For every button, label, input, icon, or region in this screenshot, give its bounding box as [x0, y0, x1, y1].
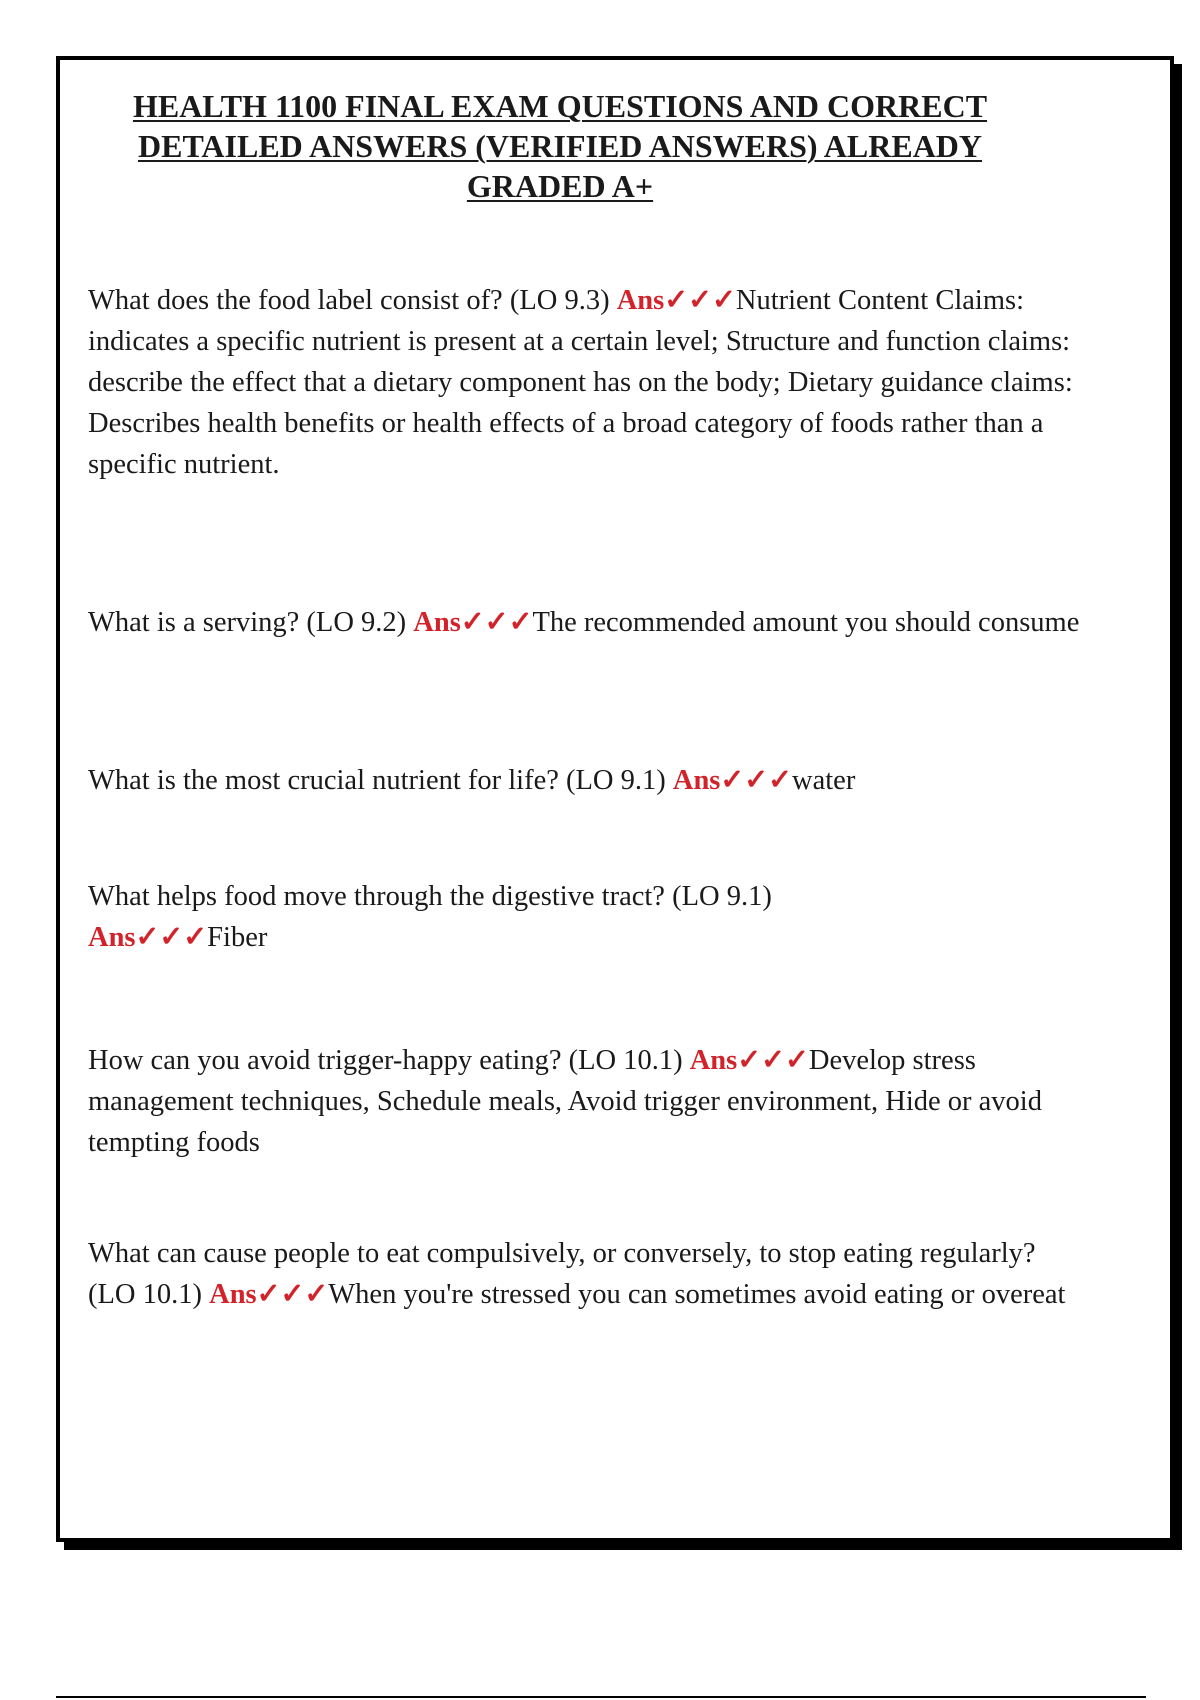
answer-text: Develop stress management techniques, Schedule meals, Avoid trigger environment, Hide or avoid tempting foods [88, 1045, 1042, 1158]
question-text: What helps food move through the digestive tract? (LO 9.1) [88, 881, 772, 912]
answer-text: The recommended amount you should consume [532, 607, 1080, 638]
question-text: What can cause people to eat compulsively, or conversely, to stop eating regularly? (LO 10.1) [88, 1238, 1036, 1310]
qa-item-compulsive-eating [88, 1233, 1088, 1315]
qa-item-food-label [88, 280, 1088, 485]
answer-text: Nutrient Content Claims: indicates a specific nutrient is present at a certain level; Structure and function claims: describe the effect that a dietary component has on the body; Dietary guidance claims: Describes health benefits or health effects of a broad category of foods rather than a specific nutrient. [88, 285, 1073, 480]
answer-marker: Ans✓✓✓ [413, 607, 533, 638]
qa-item-serving [88, 602, 1088, 643]
question-text: How can you avoid trigger-happy eating? (LO 10.1) [88, 1045, 690, 1076]
answer-marker: Ans✓✓✓ [689, 1045, 809, 1076]
qa-item-digestive-tract [88, 876, 1088, 958]
question-text: What does the food label consist of? (LO 9.3) [88, 285, 617, 316]
question-text: What is the most crucial nutrient for life? (LO 9.1) [88, 765, 673, 796]
answer-text: Fiber [207, 922, 268, 953]
answer-marker: Ans✓✓✓ [672, 765, 793, 796]
answer-text: water [792, 765, 856, 796]
document-title: HEALTH 1100 FINAL EXAM QUESTIONS AND CORRECT DETAILED ANSWERS (VERIFIED ANSWERS) ALREADY GRADED A+ [132, 88, 988, 204]
footer-rule [56, 1696, 1146, 1698]
qa-item-trigger-eating [88, 1040, 1088, 1163]
qa-item-crucial-nutrient [88, 760, 1088, 801]
answer-text: When you're stressed you can sometimes avoid eating or overeat [328, 1279, 1066, 1310]
answer-marker: Ans✓✓✓ [209, 1279, 329, 1310]
answer-marker: Ans✓✓✓ [616, 285, 736, 316]
question-text: What is a serving? (LO 9.2) [88, 607, 414, 638]
answer-marker: Ans✓✓✓ [88, 922, 208, 953]
